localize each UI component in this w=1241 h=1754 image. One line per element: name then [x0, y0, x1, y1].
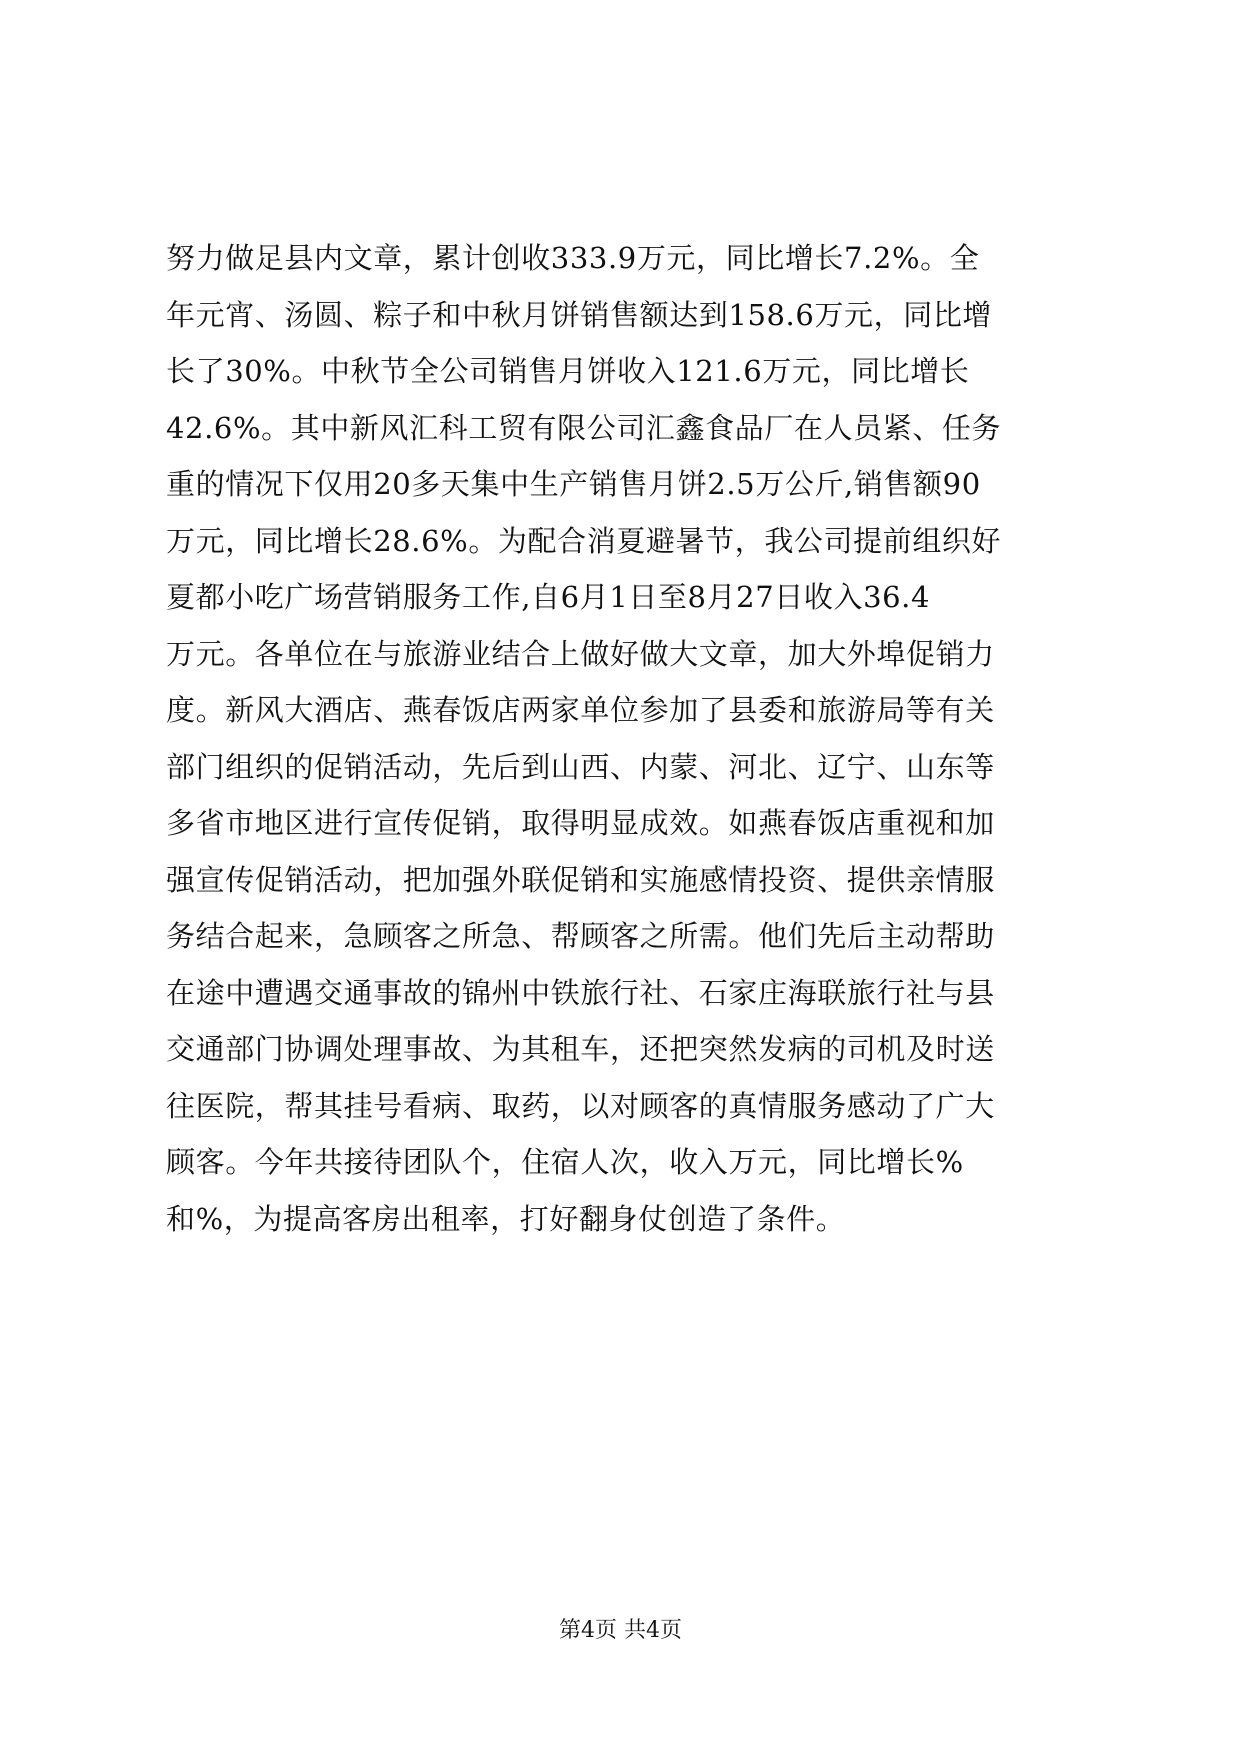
text-line: 长了30%。中秋节全公司销售月饼收入121.6万元，同比增长: [166, 354, 970, 388]
text-line: 42.6%。其中新风汇科工贸有限公司汇鑫食品厂在人员紧、任务: [166, 410, 1002, 445]
text-line: 年元宵、汤圆、粽子和中秋月饼销售额达到158.6万元，同比增: [166, 297, 993, 332]
page-number-footer: 第4页 共4页: [559, 1618, 682, 1643]
text-line: 多省市地区进行宣传促销，取得明显成效。如燕春饭店重视和加: [166, 806, 995, 840]
text-line: 顾客。今年共接待团队个，住宿人次，收入万元，同比增长%: [166, 1145, 964, 1179]
text-line: 和%，为提高客房出租率，打好翻身仗创造了条件。: [166, 1201, 846, 1236]
text-line: 强宣传促销活动，把加强外联促销和实施感情投资、提供亲情服: [166, 862, 995, 897]
text-line: 在途中遭遇交通事故的锦州中铁旅行社、石家庄海联旅行社与县: [166, 975, 995, 1010]
text-line: 万元，同比增长28.6%。为配合消夏避暑节，我公司提前组织好: [166, 523, 1002, 558]
text-line: 度。新风大酒店、燕春饭店两家单位参加了县委和旅游局等有关: [166, 693, 995, 727]
text-line: 部门组织的促销活动，先后到山西、内蒙、河北、辽宁、山东等: [166, 749, 995, 784]
text-line: 努力做足县内文章，累计创收333.9万元，同比增长7.2%。全: [166, 241, 980, 275]
text-line: 万元。各单位在与旅游业结合上做好做大文章，加大外埠促销力: [166, 636, 995, 671]
text-line: 交通部门协调处理事故、为其租车，还把突然发病的司机及时送: [166, 1032, 995, 1066]
body-paragraph: [166, 230, 1086, 1247]
text-line: 夏都小吃广场营销服务工作,自6月1日至8月27日收入36.4: [166, 580, 931, 614]
text-line: 重的情况下仅用20多天集中生产销售月饼2.5万公斤,销售额90: [166, 467, 981, 501]
text-line: 务结合起来，急顾客之所急、帮顾客之所需。他们先后主动帮助: [166, 919, 995, 953]
text-line: 往医院，帮其挂号看病、取药，以对顾客的真情服务感动了广大: [166, 1088, 995, 1123]
